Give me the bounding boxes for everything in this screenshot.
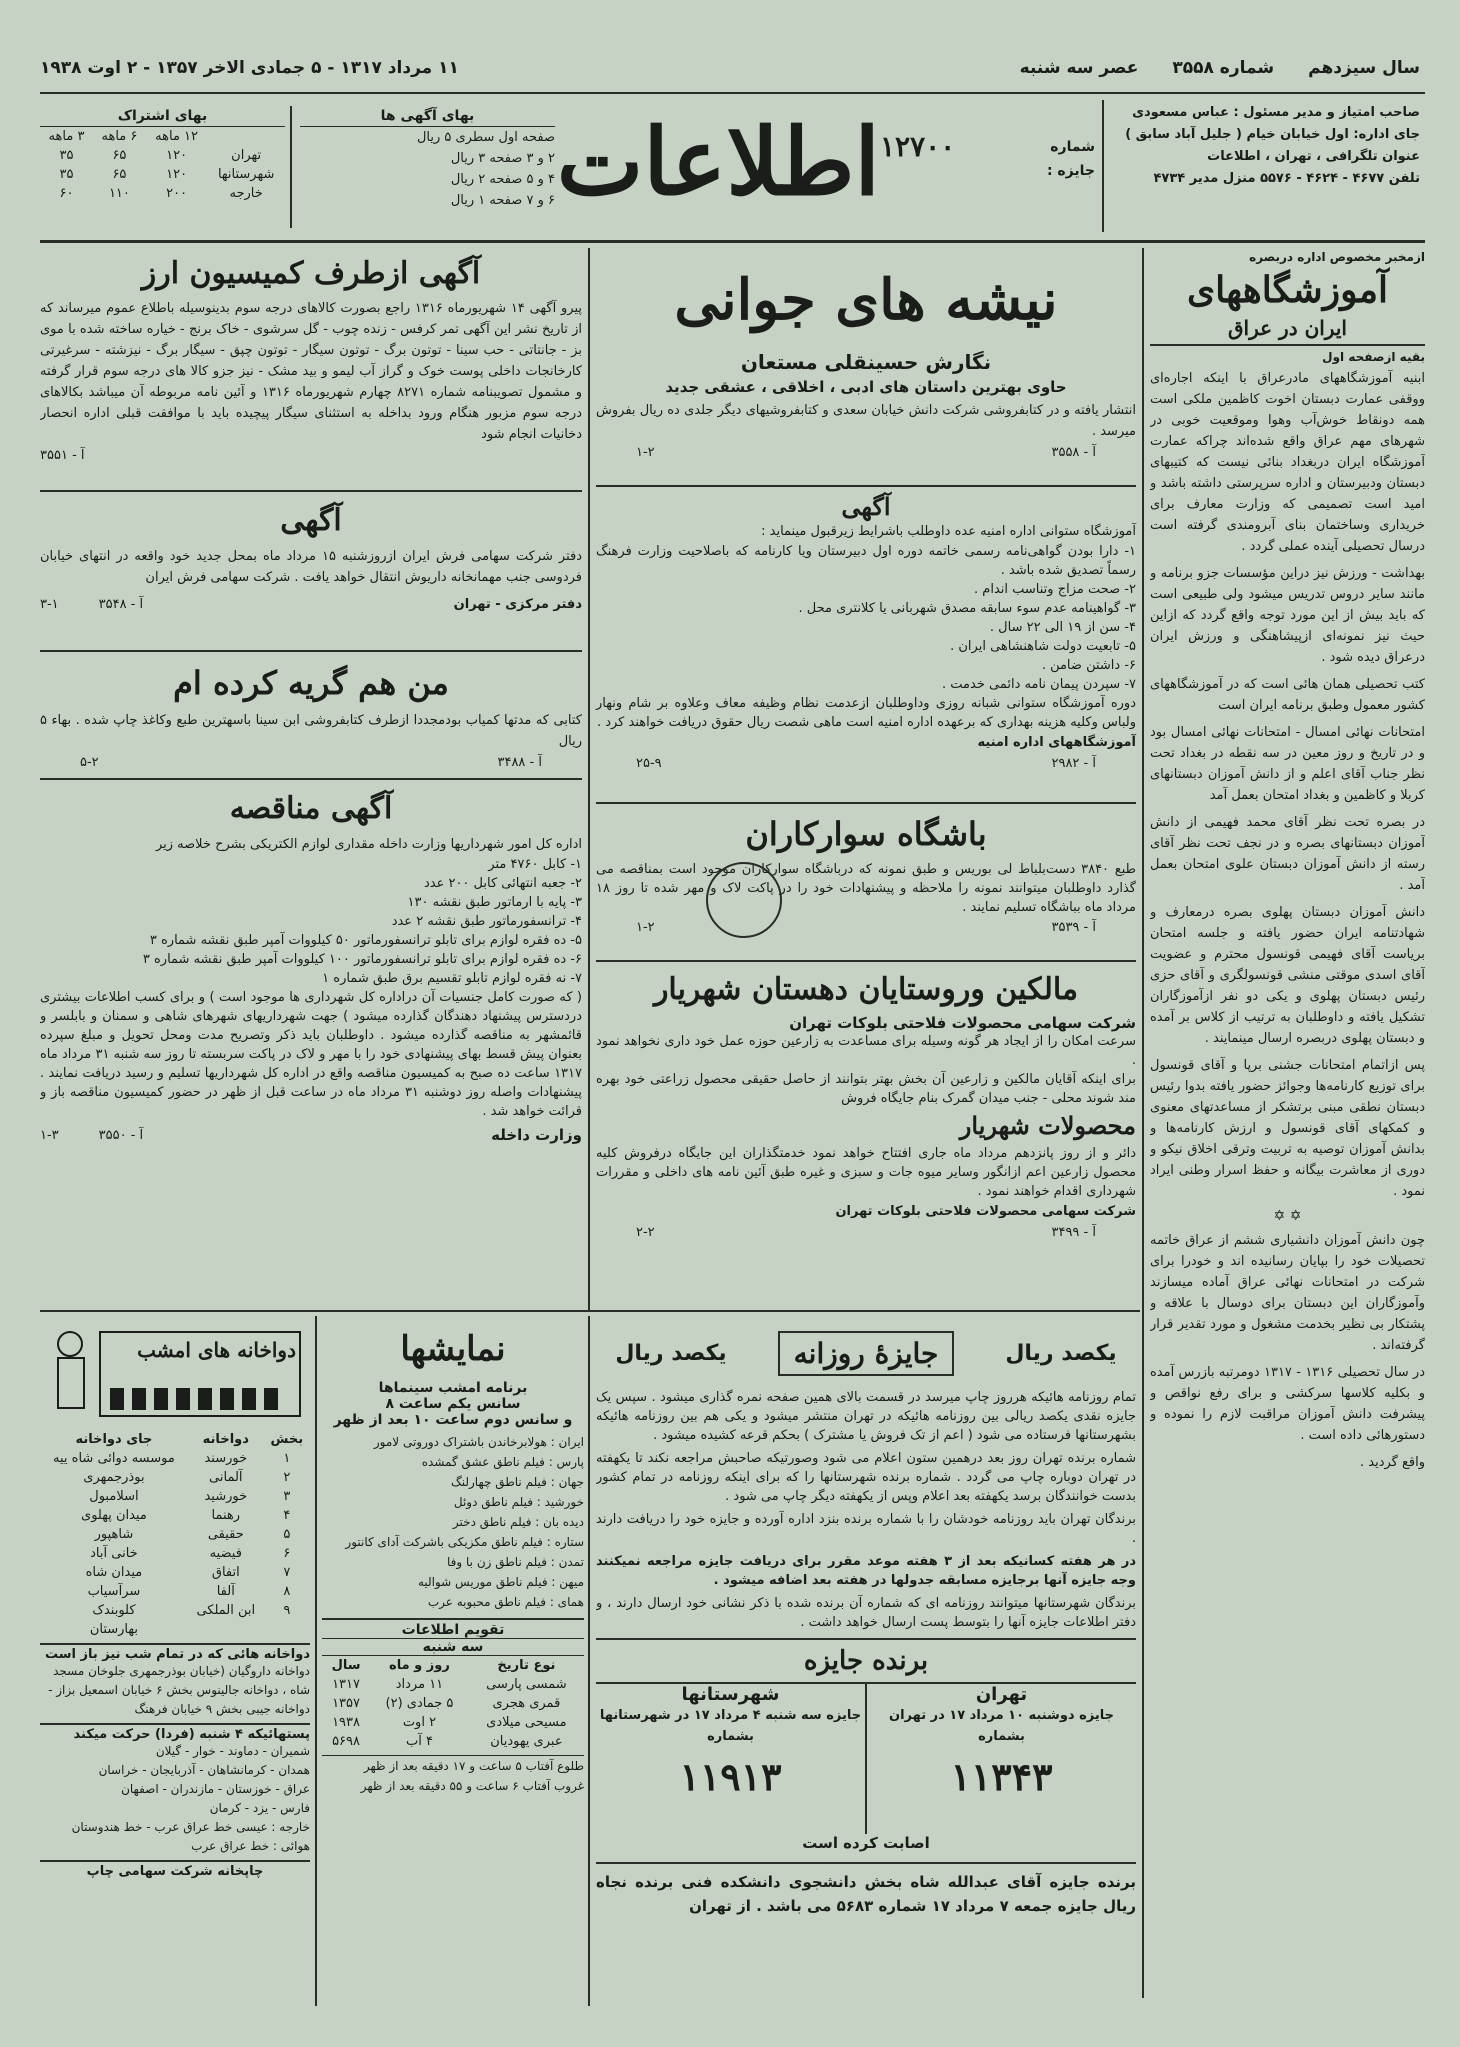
- ad-code: ۱-۲: [636, 920, 655, 935]
- winner-number: ۱۱۳۴۳: [950, 1754, 1053, 1799]
- ad-item: ۱- دارا بودن گواهی‌نامه رسمی خاتمه دوره اول دبیرستان ویا کارنامه که باصلاحیت وزارت فرهنگ رسماً تصدیق شده باشد .: [596, 544, 1136, 578]
- pharmacy-row: [40, 1487, 310, 1506]
- book-author: نگارش حسینقلی مستعان: [740, 350, 992, 374]
- ad-body: سرعت امکان را از ایجاد هر گونه وسیله برای مساعدت به زارعین حوزه عمل خود داری نخواهد نمود .: [596, 1034, 1136, 1068]
- masthead-info-line: [40, 58, 1420, 88]
- ad-code: آ - ۳۵۳۹: [1051, 920, 1096, 935]
- ad-item: ۴- سن از ۱۹ الی ۲۲ سال .: [989, 620, 1136, 635]
- winner-provinces: [596, 1684, 865, 1834]
- ph-part: ۸: [283, 1584, 291, 1599]
- calendar-row: [322, 1675, 584, 1694]
- pharmacy-row: [40, 1506, 310, 1525]
- telegraph-line: عنوان تلگرافی ، تهران ، اطلاعات: [1207, 149, 1420, 164]
- ad-item: ۲- جعبه انتهائی کابل ۲۰۰ عدد: [423, 876, 582, 891]
- pharmacy-head: بخش: [270, 1432, 304, 1447]
- subs-val: ۳۵: [59, 167, 74, 182]
- post-line: همدان - کرمانشاهان - آذربایجان - خراسان: [98, 1763, 310, 1777]
- ad-price-line: ۲ و ۳ صفحه ۳ ریال: [450, 151, 555, 166]
- ph-name: رهنما: [211, 1508, 241, 1523]
- ph-place: بهارستان: [89, 1622, 139, 1637]
- ad-item: ۳- گواهینامه عدم سوء سابقه مصدق شهربانی یا کلانتری محل .: [798, 601, 1136, 616]
- ph-place: موسسه دوائی شاه‌ ییه: [53, 1451, 175, 1466]
- book-title: نیشه های جوانی: [674, 267, 1058, 333]
- ph-name: آلفا: [216, 1584, 235, 1599]
- ad-org: شرکت سهامی محصولات فلاحتی بلوکات تهران: [835, 1204, 1136, 1219]
- calendar-row: [322, 1732, 584, 1751]
- pharmacy-row: [40, 1449, 310, 1468]
- ph-name: خورسند: [204, 1451, 248, 1466]
- post-title: پستهائیکه ۴ شنبه (فردا) حرکت میکند: [40, 1723, 310, 1742]
- cal-daymonth: ۵ جمادی (۲): [385, 1696, 454, 1711]
- winner-title: برنده جایزه: [596, 1638, 1136, 1684]
- prize-amount: یکصد ریال: [615, 1340, 727, 1366]
- ad-code: آ - ۲۹۸۲: [1051, 756, 1096, 771]
- cal-year: ۱۳۵۷: [332, 1696, 361, 1711]
- ad-code: ۲-۲: [636, 1225, 655, 1240]
- prize-body: شماره برنده تهران روز بعد درهمین ستون اعلام می شود وصورتیکه صاحبش مراجعه نکند تا یکهفته در تهران دوباره چاپ می گردد . شماره برنده شهرستانها را که برای اینکه روزنامه در تمام کشور بدست خوانندگان برسد یکهفته بعد اعلام وپس از یکهفته دیگر چاپ می شود .: [596, 1451, 1136, 1504]
- ph-part: ۹: [283, 1603, 291, 1618]
- ad-body: ( که صورت کامل جنسیات آن دراداره کل شهرداری ها موجود است ) و برای کسب اطلاعات بیشتری دردسترس پیشنهاد دهندگان گذارده میشود ) جهت شهرداریهای شهرهای شاهی و سمنان و بابلسر و قائمشهر به مناقصه گذارده میشود . داوطلبان باید ذکر وتصریح مدت ومحل تحویل و مبلغ سپرده بعنوان پیش قسط بهای پیشنهادی خود را با مهر و لاک در پاکت سربسته تا روز سه شنبه ۳۱ مرداد ماه ۱۳۱۷ ساعت ده صبح به کمیسیون مناقصه واقع در اداره کل شهرداریها تسلیم و رسید دریافت نمایند . پیشنهادات واصله روز دوشنبه ۳۱ مرداد ماه در ساعت قبل از ظهر در حضور کمیسیون مناقصه باز و قرائت خواهد شد .: [40, 990, 582, 1119]
- pharmacy-illustration: [40, 1318, 310, 1430]
- post-line: هوائی : خط عراق عرب: [191, 1839, 310, 1853]
- subs-val: ۱۱۰: [108, 186, 130, 201]
- article-paragraph: دانش آموزان دبستان پهلوی بصره درمعارف و شهادتنامه ایران حضور یافته و جلسه امتحان بریاست آقای فهیمی قونسول محترم و عضویت آقای اسدی موقتی منشی قونسولگری و آقای حزی رئیس دبستان پهلوی و یکی دو نفر ازآموزگاران تشکیل یافته و داوطلبان به ترتیب از کلاس بر آمده و دبستان پهلوی دربصره ارسال مینمایند .: [1150, 905, 1425, 1046]
- ad-item: ۲- صحت مزاج وتناسب اندام .: [974, 582, 1136, 597]
- ad-title: آگهی: [841, 492, 891, 521]
- ad-title: باشگاه سوارکاران: [745, 815, 987, 853]
- cinema-listing: همای : فیلم ناطق محبوبه عرب: [427, 1595, 584, 1609]
- ph-name: ابن الملکی: [196, 1603, 256, 1618]
- ad-title: آگهی: [280, 503, 342, 538]
- cinema-listing: ستاره : فیلم ناطق مکزیکی باشرکت آدای کانتور: [345, 1535, 584, 1549]
- article-paragraph: در سال تحصیلی ۱۳۱۶ - ۱۳۱۷ دومرتبه بازرس آمده و بکلیه کلاسها سرکشی و برای رفع نواقص و پیشرفت دانش آموزان مراقبت لازم را نموده و دستورهائی داده است .: [1150, 1365, 1425, 1443]
- owner-line: صاحب امتیاز و مدیر مسئول : عباس مسعودی: [1132, 105, 1420, 120]
- article-title: آموزشگاههای: [1186, 269, 1388, 311]
- subs-val: ۱۲۰: [166, 167, 188, 182]
- cal-type: شمسی پارسی: [486, 1677, 567, 1692]
- ad-shahriar-owners: [596, 966, 1136, 1306]
- ph-name: فیضیه: [209, 1546, 242, 1561]
- issue-number-box: [880, 130, 1095, 210]
- ad-intro: اداره کل امور شهرداریها وزارت داخله مقداری لوازم الکتریکی بشرح خلاصه زیر: [155, 837, 582, 852]
- article-paragraph: واقع گردید .: [1359, 1455, 1425, 1470]
- cinema-section: [322, 1318, 584, 2003]
- ad-body: دفتر شرکت سهامی فرش ایران ازروزشنبه ۱۵ مرداد ماه بمحل جدید خود واقعه در انتهای خیابان فردوسی جنب مهمانخانه داریوش انتقال خواهد یافت . شرکت سهامی فرش ایران: [40, 549, 582, 585]
- cinema-listing: ایران : هولابرخاندن باشتراک دوروتی لامور: [373, 1435, 584, 1449]
- ad-tender: [40, 784, 582, 1304]
- ad-book-man-ham: [40, 656, 582, 776]
- daily-prize-section: [596, 1318, 1136, 2003]
- ph-part: ۳: [283, 1489, 291, 1504]
- calendar-day: سه شنبه: [322, 1638, 584, 1656]
- ad-intro: آموزشگاه ستوانی اداره امنیه عده داوطلب باشرایط زیرقبول مینماید :: [761, 524, 1136, 539]
- cal-daymonth: ۴ آب: [405, 1734, 433, 1749]
- book-contents: حاوی بهترین داستان های ادبی ، اخلاقی ، عشقی جدید: [665, 378, 1067, 396]
- ph-part: ۵: [283, 1527, 291, 1542]
- sunrise: طلوع آفتاب ۵ ساعت و ۱۷ دقیقه بعد از ظهر: [322, 1755, 584, 1776]
- subs-row: [40, 146, 285, 165]
- winner-note: اصابت کرده است: [802, 1834, 930, 1852]
- ad-code: ۵-۲: [80, 755, 99, 770]
- ad-company: شرکت سهامی محصولات فلاحتی بلوکات تهران: [789, 1014, 1136, 1032]
- calendar-row: [322, 1694, 584, 1713]
- ad-code: آ - ۳۵۵۸: [1051, 445, 1096, 460]
- cal-type: مسیحی میلادی: [486, 1715, 567, 1730]
- pharmacy-sign: دواخانه های امشب: [137, 1338, 296, 1362]
- ad-price-line: ۶ و ۷ صفحه ۱ ریال: [450, 193, 555, 208]
- prize-label: جایزه :: [1046, 163, 1095, 179]
- ad-body: پیرو آگهی ۱۴ شهریورماه ۱۳۱۶ راجع بصورت کالاهای درجه سوم بدینوسیله باطلاع عموم میرساند که از تاریخ نشر این آگهی تمر کرفس - زنده چوب - گل سرشوی - خاک برنج - خیاره ساخته شده با موی بز - جانتاتی - حب سینا - توتون برگ - توتون سیگار - توتون چپق - سیگار برگ - نیزشته - سرغیرتی کارخانجات داخلی پوست خوک و گراز آب لیمو و بید مشک - نیز جزو کالا های درجه سوم قرار گرفته و مشمول تصویبنامه شماره ۸۲۷۱ چهارم شهریورماه ۱۳۱۶ و آئین نامه مربوطه آن میباشد بکالاهای درجه سوم مزبور هنگام ورود بداخله به استثنای سیگار پیچیده باید با موافقت قبلی اداره انحصار دخانیات انجام شود: [40, 301, 582, 442]
- calendar-head: نوع تاریخ: [497, 1658, 556, 1673]
- office-line: جای اداره: اول خیابان خیام ( جلیل آباد سابق ): [1125, 127, 1420, 142]
- cinema-title: نمایشها: [400, 1329, 506, 1369]
- prize-body: برندگان تهران باید روزنامه خودشان را با شماره برنده بنزد اداره آورده و جایزه خود را دریافت دارند .: [596, 1512, 1136, 1546]
- cinema-seans: و سانس دوم ساعت ۱۰ بعد از ظهر: [333, 1412, 573, 1428]
- article-kicker: ازمخبر مخصوص اداره دربصره: [1249, 250, 1425, 264]
- ph-part: [264, 1620, 310, 1639]
- subs-place: شهرستانها: [217, 167, 275, 182]
- cinema-listing: تمدن : فیلم ناطق زن با وفا: [447, 1555, 584, 1569]
- daily-prize-title: جایزۀ روزانه: [778, 1331, 955, 1376]
- ph-part: ۶: [283, 1546, 291, 1561]
- ph-name: آلمانی: [209, 1470, 243, 1485]
- ph-part: ۴: [283, 1508, 291, 1523]
- ad-item: ۵- ده فقره لوازم برای تابلو ترانسفورماتور ۵۰ کیلووات آمپر طبق نقشه شماره ۳: [149, 933, 582, 948]
- ad-org: آموزشگاههای اداره امنیه: [977, 735, 1136, 750]
- ad-code: آ - ۳۵۵۱: [40, 448, 85, 463]
- winner-city: تهران: [975, 1684, 1028, 1705]
- pharmacy-row: [40, 1468, 310, 1487]
- prize-body: برندگان شهرستانها میتوانند روزنامه ای که شماره آن برنده شده با ذکر نشانی خود ارسال دارند ، و دفتر اطلاعات جایزه آنها را بتوسط پست ارسال خواهد داشت .: [596, 1596, 1136, 1630]
- ad-code: آ - ۳۵۴۸: [98, 597, 144, 612]
- article-paragraph: پس ازاتمام امتحانات جشنی برپا و آقای قونسول برای توزیع کارنامه‌ها وجوائز حضور یافته بدوا رئیس دبستان نطقی مبنی برتشکر از مساعدتهای معنوی و کمکهای آقای قونسول و ارزش کارنامه‌ها و بدانش آموزان توصیه به تربیت وترقی اخلاق نیکو و دوری از معاشرت بیگانه و حفظ اسرار وطنی ایراد نمود .: [1150, 1058, 1425, 1199]
- ad-item: ۶- ده فقره لوازم برای تابلو ترانسفورماتور ۱۰۰ کیلووات آمپر طبق نقشه شماره ۳: [142, 952, 582, 967]
- ad-code: آ - ۳۴۸۸: [497, 755, 542, 770]
- ad-body: دائر و از روز پانزدهم مرداد ماه جاری افتتاح خواهد نمود خدمتگذاران این جایگاه درفروش کلیه محصول زارعین اعم ازانگور وسایر میوه جات و سبزی و غیره طبق آئین نامه هاى داخلى و مقررات شهردارى اقدام خواهند نمود .: [596, 1146, 1136, 1199]
- calendar-head: سال: [331, 1658, 361, 1673]
- pharmacy-row: [40, 1544, 310, 1563]
- ad-code: ۳-۱: [40, 597, 59, 612]
- ph-place: سرآسیاب: [87, 1584, 141, 1599]
- ad-body: کتابی که مدتها کمیاب بودمجددا ازطرف کتابفروشی ابن سینا باسهترین طبع وکاغذ چاپ شده . بهاء ۵ ریال: [40, 713, 582, 749]
- ad-item: ۶- داشتن ضامن .: [1041, 658, 1136, 673]
- subs-table: [40, 127, 285, 203]
- ad-item: ۳- پایه با ارماتور طبق نقشه ۱۳۰: [407, 895, 582, 910]
- night-pharmacy-body: دواخانه داروگیان (خیابان بوذرجمهری جلوخان مسجد شاه ، دواخانه جالینوس بخش ۶ خیابان اسمعیل بزاز - دواخانه جیبی بخش ۹ خیابان فرهنگ: [48, 1664, 310, 1716]
- pharmacy-row: [40, 1620, 310, 1639]
- ph-name: اتفاق: [211, 1565, 240, 1580]
- ad-title: آگهی مناقصه: [229, 791, 393, 826]
- year-label: سال سیزدهم: [1308, 58, 1420, 78]
- article-paragraph: امتحانات نهائی امسال - امتحانات نهائی امسال بود و در تاریخ و روز معین در سه نقطه در بغداد تحت نظر جناب آقای اعلم و از دانش آموزان دبستانهای کربلا و کاظمین و بغداد امتحان بعمل آمد: [1150, 725, 1425, 803]
- subs-title: بهای اشتراک: [40, 108, 285, 127]
- ad-code: آ - ۳۵۵۰: [98, 1128, 144, 1143]
- date-line: ۱۱ مرداد ۱۳۱۷ - ۵ جمادی الاخر ۱۳۵۷ - ۲ اوت ۱۹۳۸: [40, 58, 459, 78]
- calendar-row: [322, 1713, 584, 1732]
- cal-type: قمری هجری: [492, 1696, 561, 1711]
- ph-part: ۱: [283, 1451, 291, 1466]
- ad-org: وزارت داخله: [491, 1126, 582, 1144]
- ad-nishahaye-javani: [596, 250, 1136, 480]
- ad-gendarmerie-school: [596, 492, 1136, 797]
- post-line: فارس - یزد - کرمان: [209, 1801, 310, 1815]
- ph-part: ۷: [283, 1565, 291, 1580]
- subs-val: ۲۰۰: [166, 186, 188, 201]
- ph-place: میدان شاه: [85, 1565, 143, 1580]
- issue-label: شماره ۳۵۵۸: [1172, 58, 1275, 78]
- ad-price-line: صفحه اول سطری ۵ ریال: [416, 130, 555, 145]
- subs-row: [40, 184, 285, 203]
- article-continued: بقیه ازصفحه اول: [1322, 350, 1425, 364]
- winner-tehran: [865, 1684, 1136, 1834]
- number-value: ۱۲۷۰۰: [880, 130, 956, 163]
- ad-prices: [300, 108, 555, 228]
- ph-name: [188, 1620, 264, 1639]
- cinema-listing: خورشید : فیلم ناطق دوئل: [453, 1495, 584, 1509]
- ph-part: ۲: [283, 1470, 291, 1485]
- winner-number: ۱۱۹۱۳: [679, 1754, 782, 1799]
- prize-amount: یکصد ریال: [1005, 1340, 1117, 1366]
- ad-code: ۱-۲: [636, 445, 655, 460]
- newspaper-title: اطلاعات: [556, 108, 880, 216]
- subs-val: ۳۵: [59, 148, 74, 163]
- cal-daymonth: ۱۱ مرداد: [395, 1677, 444, 1692]
- publisher-info: [1105, 102, 1420, 222]
- cinema-seans: سانس یکم ساعت ۸: [385, 1396, 521, 1412]
- cinema-program: برنامه امشب سینماها: [378, 1380, 528, 1396]
- cinema-listing: پارس : فیلم ناطق عشق گمشده: [421, 1455, 584, 1469]
- prize-body: در هر هفته کسانیکه بعد از ۳ هفته موعد مقرر برای دریافت جایزه مراجعه نمیکنند وجه جایزه آنها برجایزه مسابقه جدولها در هفته بعد اضافه میشود .: [596, 1554, 1136, 1588]
- ph-name: خورشید: [204, 1489, 248, 1504]
- article-subtitle: ایران در عراق: [1150, 316, 1425, 346]
- ph-place: اسلامبول: [89, 1489, 139, 1504]
- ad-item: ۷- سپردن پیمان نامه دائمی خدمت .: [942, 677, 1136, 692]
- ornament: ✡ ✡: [1273, 1208, 1302, 1224]
- pharmacy-head: جای دواخانه: [75, 1432, 153, 1447]
- subs-head: ۶ ماهه: [101, 129, 138, 144]
- ph-place: شاهپور: [94, 1527, 134, 1542]
- pharmacy-row: [40, 1601, 310, 1620]
- ad-title: مالکین وروستایان دهستان شهریار: [653, 972, 1079, 1007]
- post-line: خارجه : عیسی خط عراق عرب - خط هندوستان: [71, 1820, 310, 1834]
- cinema-listing: دیده بان : فیلم ناطق دختر: [452, 1515, 584, 1529]
- pharmacy-row: [40, 1525, 310, 1544]
- subs-val: ۶۵: [112, 167, 127, 182]
- ad-title: من هم گریه کرده ام: [173, 664, 449, 702]
- article-iran-schools-iraq: [1150, 250, 1425, 2005]
- pharmacy-head: دواخانه: [202, 1432, 249, 1447]
- ad-item: ۷- نه فقره لوازم تابلو تقسیم برق طبق شماره ۱: [322, 971, 582, 986]
- post-line: شمیران - دماوند - خوار - گیلان: [155, 1744, 310, 1758]
- ad-body: دوره آموزشگاه ستوانی شبانه روزی وداوطلبان ازعدمت نظام وظیفه معاف وعلاوه بر شام ونهار ولباس وکلیه هزینه بهداری که برعهده اداره امنیه است ماهی شصت ریال حقوق دریافت خواهند کرد .: [596, 696, 1136, 730]
- post-line: عراق - خوزستان - مازندران - اصفهان: [121, 1782, 310, 1796]
- pharmacy-row: [40, 1563, 310, 1582]
- ad-item: ۴- ترانسفورماتور طبق نقشه ۲ عدد: [391, 914, 582, 929]
- book-publish: انتشار یافته و در کتابفروشی شرکت دانش خیابان سعدی و کتابفروشیهای دیگر جلدی ده ریال بفروش میرسد .: [596, 403, 1136, 439]
- ad-price-line: ۴ و ۵ صفحه ۲ ریال: [450, 172, 555, 187]
- subs-val: ۶۵: [112, 148, 127, 163]
- subs-row: [40, 165, 285, 184]
- ad-subtitle: محصولات شهریار: [959, 1111, 1136, 1140]
- article-paragraph: ابنیه آموزشگاههای مادرعراق با اینکه اجاره‌ای ووقفی عمارت دبستان اخوت کاظمین ملکی است همه دونقاط خوش‌آب وهوا وموقعیت خوبی در شهرهای مهم عراق واقع شده‌اند چراکه عمارت آموزشگاه ایران دربغداد بنائی نیست که کتیبهای دبستان ودبیرستان و اداره سرپرستی داشته باشد و امید است تصمیمی که وزارت معارف برای خریداری وساختمان بنای آبرومندی گرفته است درسال تحصیلی آینده عملی گردد .: [1150, 371, 1425, 554]
- subs-place: تهران: [231, 148, 262, 163]
- ph-place: کلوبندک: [92, 1603, 136, 1618]
- cal-type: عبری یهودیان: [490, 1734, 563, 1749]
- cinema-listing: میهن : فیلم ناطق موریس شوالیه: [417, 1575, 584, 1589]
- calendar-title: تقویم اطلاعات: [322, 1618, 584, 1638]
- day-label: عصر سه شنبه: [1019, 58, 1139, 78]
- article-paragraph: چون دانش آموزان دانشیاری ششم از عراق خاتمه تحصیلات خود را بپایان رسانیده اند و خودرا برای شرکت در امتحانات نهائی عراق آماده میسازند وآموزگاران این دبستان برای دوسال با علاقه و پشتکار بی نظیر بخدمت مشغول و مورد تقدیر قرار گرفته‌اند .: [1150, 1233, 1425, 1353]
- pharmacy-section: [40, 1318, 310, 2003]
- ad-item: ۵- تابعیت دولت شاهنشاهی ایران .: [950, 639, 1136, 654]
- ad-item: ۱- کابل ۴۷۶۰ متر: [488, 857, 582, 872]
- ad-carpet-company: [40, 496, 582, 646]
- ad-title: آگهی ازطرف کمیسیون ارز: [141, 256, 481, 291]
- prize-body: تمام روزنامه هائیکه هرروز چاپ میرسد در قسمت بالای همین صفحه نمره گذاری میشود . سپس یک جایزه نقدی یکصد ریالی بین روزنامه هائیکه در تهران منتشر میشود و یکی هم بین روزنامه هائیکه بشهرستانها فرستاده می شود ( اعم از تک فروش یا مشترک ) بحکم قرعه کشیده میشود .: [596, 1390, 1136, 1443]
- ad-body: طبع ۳۸۴۰ دست‌بلباط لی بوریس و طبق نمونه که درباشگاه سوارکاران موجود است بمناقصه می گذارد داوطلبان میتوانند نمونه را ملاحظه و پیشنهادات خود را در پاکت لاک و مهر شده تا روز ۱۸ مرداد ماه بباشگاه تسلیم نمایند .: [596, 862, 1136, 915]
- ph-place: بوذرجمهری: [83, 1470, 145, 1485]
- cal-daymonth: ۲ اوت: [402, 1715, 437, 1730]
- winner-text: جایزه دوشنبه ۱۰ مرداد ۱۷ در تهران بشماره: [888, 1708, 1115, 1744]
- phone-line: تلفن ۴۶۷۷ - ۴۶۲۴ - ۵۵۷۶ منزل مدیر ۴۷۳۴: [1153, 171, 1420, 186]
- ad-code: ۲۵-۹: [636, 756, 662, 771]
- ad-code: ۱-۳: [40, 1128, 59, 1143]
- subs-val: ۶۰: [59, 186, 74, 201]
- ad-riders-club: [596, 808, 1136, 958]
- ph-name: حقیقی: [207, 1527, 244, 1542]
- ad-footer: دفتر مرکزی - تهران: [453, 597, 582, 612]
- calendar-head: روز و ماه: [389, 1658, 450, 1673]
- winner-text: جایزه سه شنبه ۴ مرداد ۱۷ در شهرستانها بشماره: [599, 1708, 862, 1744]
- ad-prices-title: بهای آگهی ها: [300, 108, 555, 127]
- pharmacy-table: [40, 1430, 310, 1639]
- sunset: غروب آفتاب ۶ ساعت و ۵۵ دقیقه بعد از ظهر: [360, 1779, 584, 1793]
- ad-currency-commission: [40, 250, 582, 485]
- subs-val: ۱۲۰: [166, 148, 188, 163]
- night-pharmacy-title: دواخانه هائی که در تمام شب نیز باز است: [40, 1643, 310, 1662]
- calendar-table: [322, 1656, 584, 1751]
- subs-head: ۳ ماهه: [48, 129, 85, 144]
- ph-place: خانی آباد: [90, 1546, 138, 1561]
- cinema-listing: جهان : فیلم ناطق چهارلنگ: [450, 1475, 584, 1489]
- article-paragraph: بهداشت - ورزش نیز دراین مؤسسات جزو برنامه و مانند سایر دروس تدریس میشود ولی طبیعی است که باید بیش از این مورد توجه واقع گردد که ازاین حیث نیز نمونه‌ای ازپیشاهنگی و ورزش ایران درعراق دیده شود .: [1150, 566, 1425, 665]
- subscription-prices: [40, 108, 285, 228]
- article-paragraph: کتب تحصیلی همان هائی است که در آموزشگاههای کشور معمول وطبق برنامه ایران است: [1150, 677, 1425, 713]
- subs-place: خارجه: [229, 186, 263, 201]
- cal-year: ۱۹۳۸: [332, 1715, 361, 1730]
- printer-line: چاپخانه شرکت سهامی چاپ: [40, 1860, 310, 1879]
- pharmacy-row: [40, 1582, 310, 1601]
- ad-code: آ - ۳۴۹۹: [1051, 1225, 1096, 1240]
- number-label: شماره: [1050, 138, 1095, 155]
- subs-head: ۱۲ ماهه: [155, 129, 199, 144]
- previous-winner: برنده جایزه آقای عبدالله شاه بخش دانشجوی دانشکده فنی برنده نجاه ریال جایزه جمعه ۷ مرداد ۱۷ شماره ۵۶۸۳ می باشد . از تهران: [596, 1862, 1136, 1918]
- cal-year: ۵۶۹۸: [332, 1734, 361, 1749]
- seal-stamp: [706, 862, 782, 938]
- cal-year: ۱۳۱۷: [332, 1677, 361, 1692]
- pharmacist-icon: [40, 1318, 310, 1430]
- ph-place: میدان پهلوی: [81, 1508, 147, 1523]
- article-paragraph: در بصره تحت نظر آقای محمد فهیمی از دانش آموزان دبستانهای بصره و در نجف تحت نظر آقای رسته از دانش آموزان دبستان علوی امتحان بعمل آمد .: [1150, 815, 1425, 893]
- winner-city: شهرستانها: [681, 1684, 780, 1705]
- ad-body: برای اینکه آقایان مالکین و زارعین آن بخش بهتر بتوانند از حاصل حقیقی محصول زراعتی خود بهره مند شوند محلی - جنب میدان گمرک بنام جایگاه فروش: [596, 1072, 1136, 1106]
